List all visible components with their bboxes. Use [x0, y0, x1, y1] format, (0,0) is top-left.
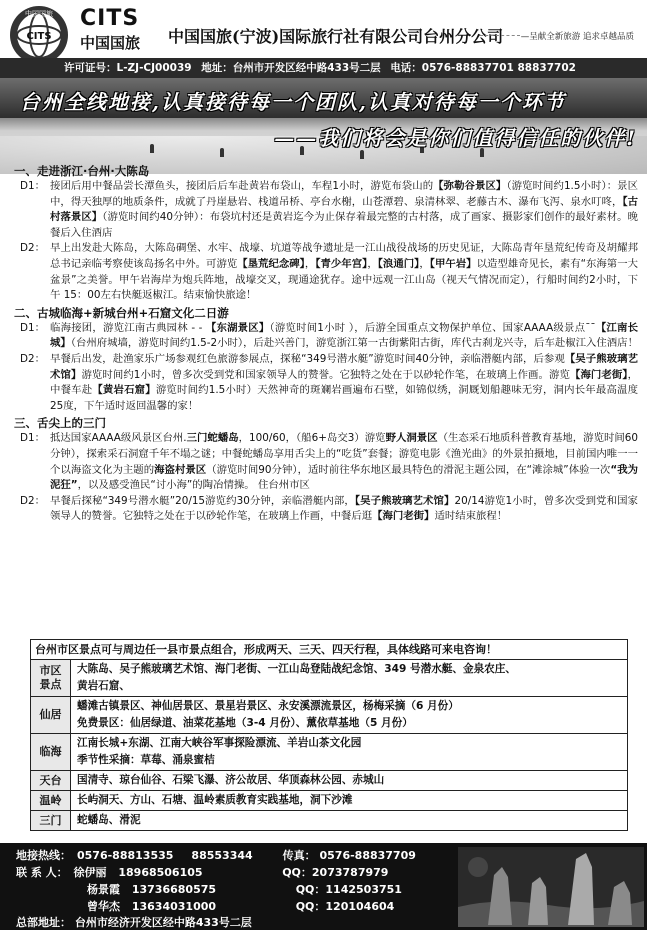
body-text: 临海接团，游览江南古典园林 - - — [50, 321, 206, 334]
highlight-text: 【浪通门】 — [377, 257, 420, 270]
contact-name: 杨景霞 — [87, 883, 120, 896]
highlight-text: 【吴子熊玻璃艺术馆】 — [354, 494, 455, 507]
region-attractions — [71, 660, 627, 696]
highlight-text: 【海门老街】 — [569, 368, 628, 381]
highlight-text: 【甲午岩】 — [429, 257, 477, 270]
office-address: 地址：台州市开发区经中路433号二层 — [201, 62, 381, 74]
highlight-text: 【古村落景区】 — [50, 195, 638, 224]
day-label: D1： — [20, 321, 46, 334]
qq-label: QQ： — [295, 883, 326, 896]
contact-phone: 13634031000 — [131, 900, 217, 913]
day-entry — [14, 179, 638, 241]
slogan: —呈献全新旅游 追求卓越品质 — [520, 32, 634, 42]
route-section — [14, 305, 638, 415]
highlight-text: 【青少年宫】 — [315, 257, 368, 270]
highlight-text: 野人洞景区 — [385, 432, 438, 445]
body-text: 以造型雄奇见长，素有“东海第一大盆景”之美誉。甲午岩海岸为炮兵阵地，战壕交叉，现通途犹存。途中远观一江山岛（视天气情况而定），行船时间约2小时，下午 15：00左右快艇返椒江。结束愉快旅途！ — [50, 257, 639, 302]
body-text: ， — [304, 257, 316, 270]
attraction-line: 长屿洞天、方山、石塘、温岭素质教育实践基地，洞下沙滩 — [77, 794, 353, 806]
region-label: 天台 — [31, 771, 71, 790]
body-text: 游览时间约1小时，曾多次受到党和国家领导人的赞誉。它独特之处在于以砂轮作笔，在玻璃上作画。游览 — [81, 368, 570, 381]
body-text: （生态采石地质科普教育基地，游览时间60分钟），探索采石洞窟千年不塌之谜；中餐蛇蟠岛享用舌尖上的“吃货”套餐；游览电影《渔光曲》的外景拍摄地，目前国内唯一一个以海盗文化为主题的 — [50, 432, 639, 476]
body-text: 20/14游览1小时，曾多次受到党和国家领导人的赞誉。它独特之处在于以砂轮作笔，在玻璃上作画，中餐后逛 — [50, 494, 638, 523]
region-attractions — [71, 734, 627, 770]
day-text — [50, 353, 638, 412]
contact-name: 徐伊丽 — [73, 866, 107, 879]
highlight-text: 海盗村景区 — [154, 463, 207, 476]
fax-number: 传真： 0576-88837709 — [282, 849, 416, 862]
body-text: 早上出发赴大陈岛，大陈岛碉堡、水牢、战壕、坑道等战争遗址是一江山战役战场的历史见证，大陈岛青年垦荒纪传奇及胡耀邦总书记亲临考察使该岛扬名中外。可游览 — [50, 242, 638, 270]
body-text: ， — [367, 257, 378, 270]
hotline-row — [16, 847, 416, 863]
day-text — [50, 322, 638, 350]
day-entry — [14, 494, 638, 525]
combo-note: 台州市区景点可与周边任一县市景点组合，形成两天、三天、四天行程，具体线路可来电咨询！ — [31, 640, 627, 660]
region-label: 临海 — [31, 734, 71, 770]
table-row — [31, 734, 627, 771]
day-label: D1： — [20, 432, 46, 445]
body-text: 早餐后探秘“349号潜水艇”20/15游览约30分钟，亲临潜艇内部， — [50, 494, 355, 507]
region-attractions — [71, 697, 627, 733]
office-phone: 电话：0576-88837701 88837702 — [390, 62, 576, 74]
highlight-text: 【江南长城】 — [50, 321, 639, 350]
highlight-text: 【垦荒纪念碑】 — [237, 257, 305, 270]
contact-row — [87, 881, 402, 897]
itinerary — [14, 162, 638, 525]
body-text: （游览时间1小时 ），后游全国重点文物保护单位、国家AAAA级景点¯¯ — [269, 321, 596, 334]
contact-name: 曾华杰 — [87, 900, 120, 913]
day-entry — [14, 241, 638, 303]
day-label: D1： — [20, 180, 46, 192]
logo-text-en: CITS — [80, 6, 140, 31]
contact-phone: 13736680575 — [131, 883, 217, 896]
route-title: 二、古城临海+新城台州+石窟文化二日游 — [14, 305, 229, 320]
table-row — [31, 697, 627, 734]
highlight-text: 【海门老街】 — [372, 510, 435, 523]
route-section — [14, 415, 638, 525]
table-row — [31, 791, 627, 811]
table-row — [31, 660, 627, 697]
attraction-combo-table — [30, 639, 628, 831]
region-label: 三门 — [31, 811, 71, 830]
body-text: ，100/60，（船6+岛交3）游览 — [238, 432, 386, 445]
day-entry — [14, 352, 638, 414]
banner-slogan-1: 台州全线地接,认真接待每一个团队,认真对待每一个环节 — [20, 90, 566, 114]
logo-text-cn: 中国国旅 — [80, 34, 141, 52]
body-text: 接团后用中餐品尝长潭鱼头，接团后后车赴黄岩布袋山，车程1小时，游览布袋山的 — [50, 180, 434, 192]
body-text: ， — [419, 257, 430, 270]
day-entry — [14, 431, 638, 493]
region-attractions — [71, 811, 627, 830]
contact-label: 联 系 人： — [16, 866, 68, 879]
beach-figure — [360, 150, 364, 159]
qq-number: 2073787979 — [311, 866, 389, 879]
cits-emblem-icon — [8, 4, 70, 66]
attraction-line: 蟠滩古镇景区、神仙居景区、景星岩景区、永安溪漂流景区，杨梅采摘（6 月份） — [77, 700, 459, 712]
day-label: D2： — [20, 352, 46, 365]
beach-figure — [150, 144, 154, 153]
hotline-number: 88553344 — [191, 849, 253, 862]
attraction-line: 黄岩石窟、 — [77, 680, 130, 692]
hq-address: 总部地址： 台州市经济开发区经中路433号二层 — [16, 916, 252, 929]
emblem-ring-text: 中国国旅 — [25, 10, 53, 18]
banner-slogan-2: ——我们将会是你们值得信任的伙伴! — [274, 126, 637, 150]
attraction-line: 蛇蟠岛、滑泥 — [77, 814, 141, 826]
day-text — [50, 495, 638, 523]
hotline-number: 0576-88813535 — [77, 849, 174, 862]
attraction-line: 国清寺、琼台仙谷、石梁飞瀑、济公故居、华顶森林公园、赤城山 — [77, 774, 385, 786]
license-number: 许可证号：L-ZJ-CJ00039 — [64, 62, 192, 74]
qq-number: 120104604 — [325, 900, 395, 913]
agency-name: 中国国旅(宁波)国际旅行社有限公司台州分公司 — [168, 27, 504, 46]
region-label: 温岭 — [31, 791, 71, 810]
body-text: （游览时间约40分钟）：布袋坑村还是黄岩迄今为止保存着最完整的古村落，成了画家、摄影家们创作的最好素材。晚餐后入住酒店 — [50, 211, 638, 239]
contact-phone: 18968506105 — [118, 866, 203, 879]
contact-row — [87, 898, 394, 914]
body-text: （台州府城墙，游览时间约1.5-2小时），后赴兴善门，游览浙江第一古街紫阳古街，库代古刹龙兴寺，后车赴椒江入住酒店！ — [70, 337, 638, 350]
hotline-label: 地接热线： — [16, 849, 71, 862]
slogan-divider — [480, 35, 520, 36]
highlight-text: 【黄岩石窟】 — [92, 384, 156, 397]
attraction-line: 大陈岛、吴子熊玻璃艺术馆、海门老街、一江山岛登陆战纪念馆、349 号潜水艇、金泉农庄、 — [77, 663, 516, 675]
attraction-line: 季节性采摘：草莓、涌泉蜜桔 — [77, 754, 215, 766]
attraction-line: 江南长城+东湖、江南大峡谷军事探险漂流、羊岩山茶文化园 — [77, 737, 362, 749]
qq-label: QQ： — [295, 900, 326, 913]
body-text: 抵达国家AAAA级风景区台州. — [50, 432, 187, 445]
day-label: D2： — [20, 242, 46, 255]
day-label: D2： — [20, 494, 46, 507]
route-section — [14, 163, 638, 304]
beach-figure — [220, 148, 224, 157]
highlight-text: 三门蛇蟠岛 — [186, 432, 239, 445]
table-row — [31, 811, 627, 830]
attraction-line: 免费景区：仙居绿道、油菜花基地（3-4 月份）、薰依草基地（5 月份） — [77, 717, 413, 729]
table-row — [31, 771, 627, 791]
body-text: 适时结束旅程！ — [434, 510, 508, 523]
contact-footer — [0, 843, 647, 930]
highlight-text: “我为泥狂” — [50, 463, 639, 492]
highlight-text: 【吴子熊玻璃艺术馆】 — [50, 352, 638, 381]
day-text — [50, 180, 638, 239]
body-text: ，以及感受渔民“讨小海”的陶冶情操。 住台州市区 — [77, 479, 310, 492]
body-text: 早餐后出发，赴渔家乐广场参观红色旅游参展点，探秘“349号潜水艇”游览时间40分钟，亲临潜艇内部，后参观 — [50, 352, 565, 365]
body-text: （游览时间约1.5小时）：景区中，得天独厚的地质条件，成就了丹崖悬岩、栈道吊桥、亭台水榭，山苍潭碧、泉清林翠、老藤古木、瀑布飞泻、泉水叮咚， — [50, 180, 639, 208]
header — [0, 0, 647, 58]
qq-label: QQ： — [282, 866, 312, 879]
qq-number: 1142503751 — [325, 883, 402, 896]
scenery-photo — [458, 847, 644, 927]
body-text: ，中餐车赴 — [50, 368, 639, 397]
day-text — [50, 242, 638, 301]
day-text — [50, 432, 638, 491]
region-label: 市区景点 — [31, 660, 71, 696]
route-title: 一、走进浙江·台州·大陈岛 — [14, 164, 150, 178]
region-attractions — [71, 771, 627, 790]
route-title: 三、舌尖上的三门 — [14, 416, 106, 431]
day-entry — [14, 321, 638, 352]
body-text: 游览时间约1.5小时）天然神奇的斑斓岩画遍布石壁，如锦似绣，洞厩划船趣味无穷，洞内长年最高温度25度，下午适时返回温馨的家！ — [50, 384, 639, 412]
beach-banner — [0, 78, 647, 174]
license-bar — [0, 58, 647, 78]
region-label: 仙居 — [31, 697, 71, 733]
emblem-word: CITS — [26, 31, 52, 42]
highlight-text: 【弥勒谷景区】 — [433, 180, 507, 192]
highlight-text: 【东湖景区】 — [205, 321, 270, 334]
region-attractions — [71, 791, 627, 810]
body-text: （游览时间90分钟），适时前往华东地区最具特色的滑泥主题公园，在“滩涂城”体验一次 — [206, 463, 611, 476]
contact-row — [16, 864, 388, 880]
slogan-box — [480, 22, 640, 48]
